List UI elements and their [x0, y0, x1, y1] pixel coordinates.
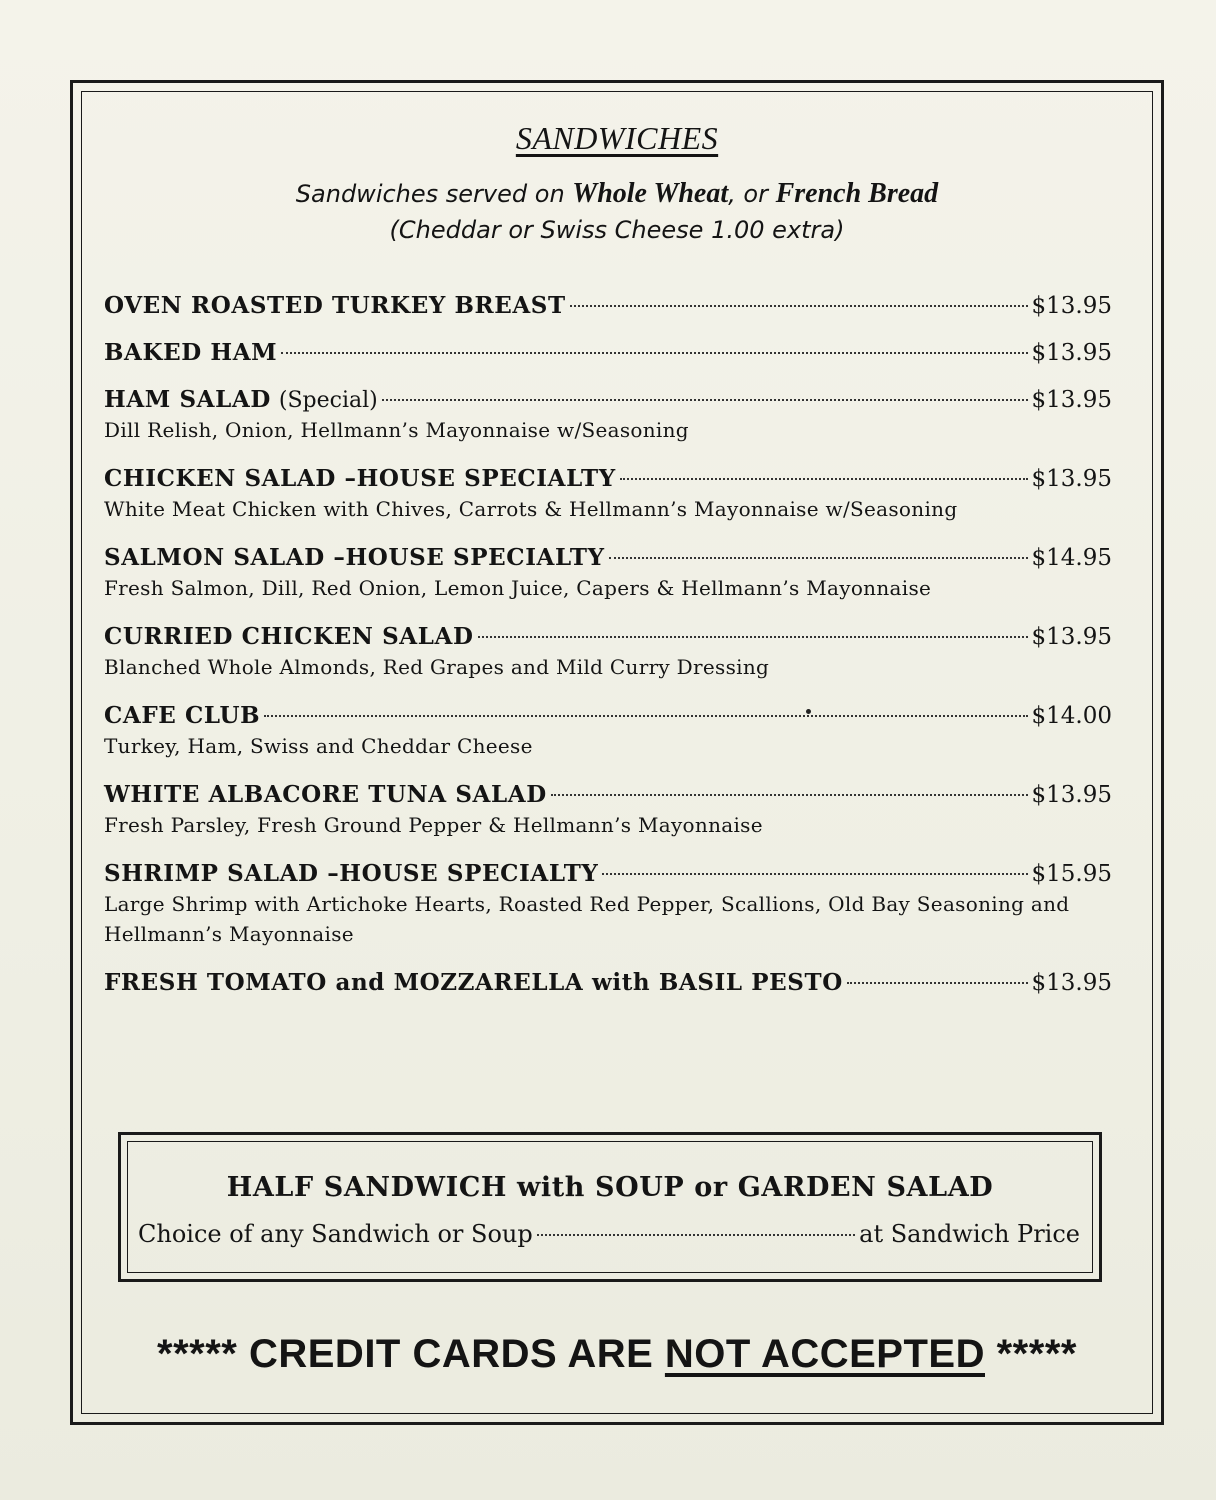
credit-prefix: ***** CREDIT CARDS ARE — [157, 1332, 665, 1376]
item-price: $13.95 — [1031, 340, 1112, 366]
item-price: $13.95 — [1031, 782, 1112, 808]
item-name: FRESH TOMATO and MOZZARELLA with BASIL PESTO — [104, 969, 843, 996]
menu-item-row — [104, 702, 1112, 729]
menu-item-row — [104, 465, 1112, 492]
menu-item — [104, 860, 1112, 949]
dot-leader — [620, 478, 1028, 480]
item-price: $13.95 — [1031, 970, 1112, 996]
bread-french: French Bread — [775, 178, 939, 209]
menu-item-row — [104, 623, 1112, 650]
item-description: Fresh Parsley, Fresh Ground Pepper & Hellmann’s Mayonnaise — [104, 813, 763, 837]
item-description: White Meat Chicken with Chives, Carrots & Hellmann’s Mayonnaise w/Seasoning — [104, 497, 958, 521]
item-name: CURRIED CHICKEN SALAD — [104, 623, 474, 650]
dot-leader — [478, 636, 1028, 638]
item-description: Blanched Whole Almonds, Red Grapes and Mild Curry Dressing — [104, 655, 770, 679]
menu-item — [104, 702, 1112, 761]
item-name: WHITE ALBACORE TUNA SALAD — [104, 781, 547, 808]
menu-item — [104, 781, 1112, 840]
dot-leader — [382, 399, 1028, 401]
item-name: SALMON SALAD –HOUSE SPECIALTY — [104, 544, 605, 571]
bread-joiner: , or — [728, 180, 768, 208]
dot-leader — [570, 305, 1028, 307]
item-name: CAFE CLUB — [104, 702, 261, 729]
item-name: SHRIMP SALAD –HOUSE SPECIALTY — [104, 860, 599, 887]
half-sandwich-row — [138, 1220, 1080, 1248]
menu-item-row — [104, 292, 1112, 319]
half-sandwich-price: at Sandwich Price — [859, 1220, 1080, 1248]
credit-emphasis: NOT ACCEPTED — [664, 1332, 985, 1376]
dot-leader — [847, 982, 1028, 984]
half-sandwich-box — [118, 1132, 1102, 1282]
item-price: $14.95 — [1031, 545, 1112, 571]
menu-item-row — [104, 860, 1112, 887]
item-name: BAKED HAM — [104, 339, 278, 366]
cheese-note: (Cheddar or Swiss Cheese 1.00 extra) — [389, 216, 845, 244]
menu-item — [104, 969, 1112, 996]
item-name: OVEN ROASTED TURKEY BREAST — [104, 292, 566, 319]
half-sandwich-box-inner — [127, 1141, 1093, 1273]
item-price: $15.95 — [1031, 861, 1112, 887]
menu-item — [104, 623, 1112, 682]
bread-whole-wheat: Whole Wheat — [572, 178, 729, 209]
dot-leader — [537, 1234, 855, 1236]
menu-item-row — [104, 544, 1112, 571]
menu-item — [104, 465, 1112, 524]
item-price: $13.95 — [1031, 624, 1112, 650]
item-description: Large Shrimp with Artichoke Hearts, Roasted Red Pepper, Scallions, Old Bay Seasoning and Hellmann’s Mayonnaise — [104, 892, 1070, 946]
item-note: (Special) — [278, 388, 378, 413]
item-price: $13.95 — [1031, 466, 1112, 492]
sandwich-list — [104, 292, 1112, 1016]
bread-options — [82, 176, 1152, 248]
item-name: CHICKEN SALAD –HOUSE SPECIALTY — [104, 465, 616, 492]
menu-item-row — [104, 969, 1112, 996]
menu-border — [70, 80, 1164, 1425]
menu-item — [104, 386, 1112, 445]
paper-speck — [806, 709, 811, 714]
dot-leader — [281, 352, 1027, 354]
menu-item — [104, 544, 1112, 603]
credit-suffix: ***** — [985, 1332, 1077, 1376]
dot-leader — [609, 557, 1028, 559]
item-description: Turkey, Ham, Swiss and Cheddar Cheese — [104, 734, 533, 758]
half-sandwich-title: HALF SANDWICH with SOUP or GARDEN SALAD — [226, 1172, 994, 1203]
dot-leader — [602, 873, 1027, 875]
menu-item-row — [104, 339, 1112, 366]
bread-prefix: Sandwiches served on — [295, 180, 565, 208]
item-description: Fresh Salmon, Dill, Red Onion, Lemon Juice, Capers & Hellmann’s Mayonnaise — [104, 576, 932, 600]
dot-leader — [551, 794, 1028, 796]
dot-leader — [264, 715, 1027, 717]
half-sandwich-choice: Choice of any Sandwich or Soup — [138, 1220, 533, 1248]
section-title: SANDWICHES — [515, 120, 719, 156]
menu-item-row — [104, 781, 1112, 808]
item-name: HAM SALAD — [104, 386, 271, 413]
menu-item-row — [104, 386, 1112, 413]
item-price: $13.95 — [1031, 293, 1112, 319]
item-description: Dill Relish, Onion, Hellmann’s Mayonnaise w/Seasoning — [104, 418, 689, 442]
menu-item — [104, 339, 1112, 366]
item-price: $14.00 — [1031, 703, 1112, 729]
menu-item — [104, 292, 1112, 319]
bread-line — [82, 176, 1152, 212]
menu-border-inner — [81, 91, 1153, 1414]
credit-card-notice — [82, 1332, 1152, 1377]
item-price: $13.95 — [1031, 387, 1112, 413]
